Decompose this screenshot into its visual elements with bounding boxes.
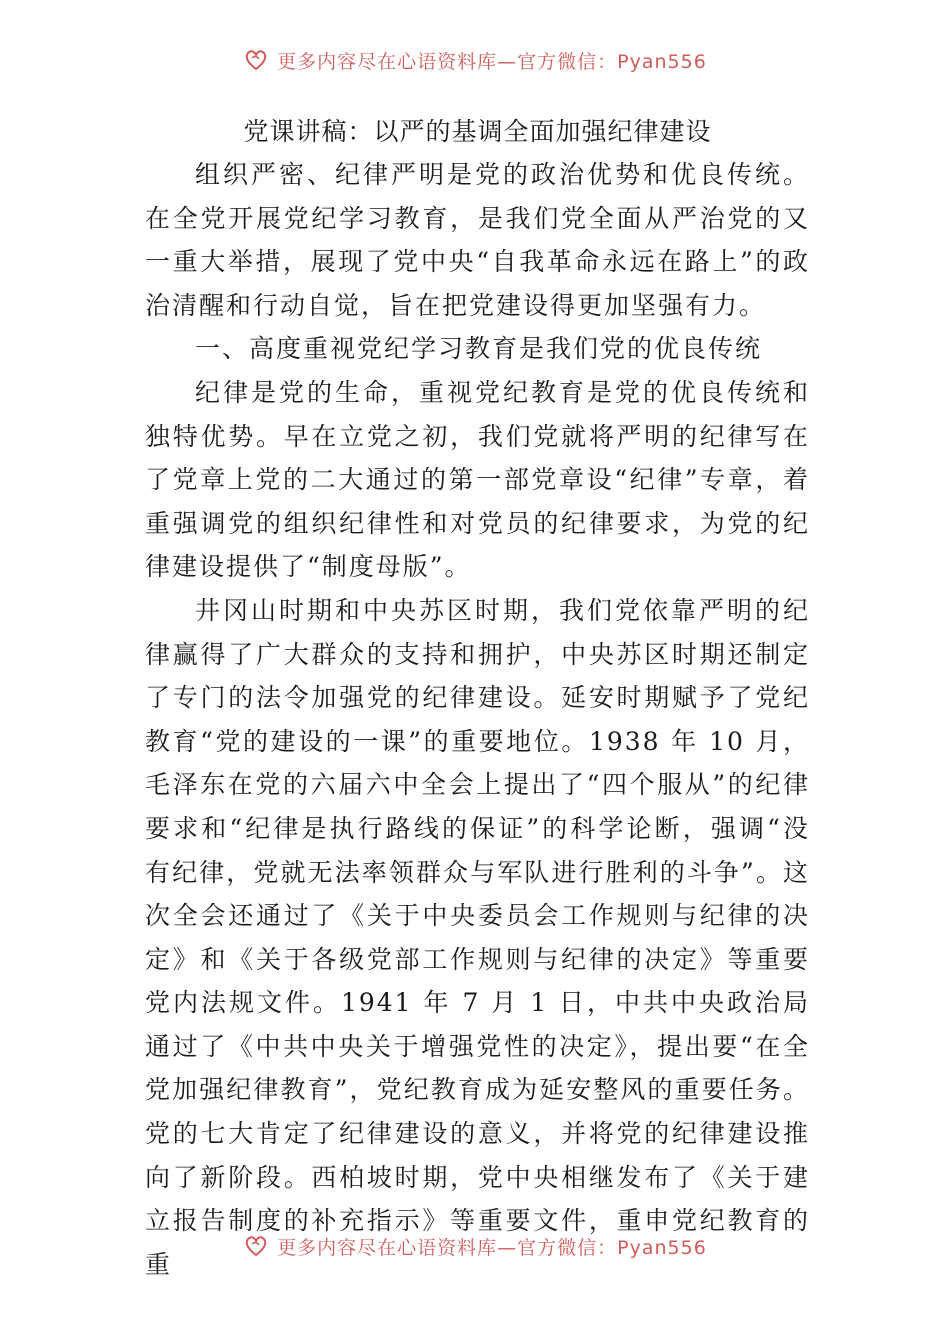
heart-leaf-logo-icon — [243, 1233, 269, 1259]
paragraph-intro: 组织严密、纪律严明是党的政治优势和优良传统。在全党开展党纪学习教育，是我们党全面从严治党的又一重大举措，展现了党中央“自我革命永远在路上”的政治清醒和行动自觉，旨在把党建设得更加坚强有力。 — [145, 160, 810, 320]
paragraph-history: 井冈山时期和中央苏区时期，我们党依靠严明的纪律赢得了广大群众的支持和拥护，中央苏区时期还制定了专门的法令加强党的纪律建设。延安时期赋予了党纪教育“党的建设的一课”的重要地位。1938 年 10 月，毛泽东在党的六届六中全会上提出了“四个服从”的纪律要求和“纪律是执行路线的保证”的科学论断，强调“没有纪律，党就无法率领群众与军队进行胜利的斗争”。这次全会还通过了《关于中央委员会工作规则与纪律的决定》和《关于各级党部工作规则与纪律的决定》等重要党内法规文件。1941 年 7 月 1 日，中共中央政治局通过了《中共中央关于增强党性的决定》，提出要“在全党加强纪律教育”，党纪教育成为延安整风的重要任务。党的七大肯定了纪律建设的意义，并将党的纪律建设推向了新阶段。西柏坡时期，党中央相继发布了《关于建立报告制度的补充指示》等重要文件，重申党纪教育的重 — [145, 595, 810, 1279]
document-body — [145, 110, 810, 1286]
section-heading-1: 一、高度重视党纪学习教育是我们党的优良传统 — [195, 334, 763, 364]
watermark-text: 更多内容尽在心语资料库—官方微信：Pyan556 — [277, 50, 707, 73]
paragraph-discipline-tradition: 纪律是党的生命，重视党纪教育是党的优良传统和独特优势。早在立党之初，我们党就将严明的纪律写在了党章上党的二大通过的第一部党章设“纪律”专章，着重强调党的组织纪律性和对党员的纪律要求，为党的纪律建设提供了“制度母版”。 — [145, 377, 810, 582]
heart-leaf-logo-icon — [243, 47, 269, 73]
document-title: 党课讲稿：以严的基调全面加强纪律建设 — [243, 117, 712, 146]
watermark-banner-bottom — [0, 1226, 950, 1266]
watermark-banner-top — [0, 40, 950, 80]
watermark-text: 更多内容尽在心语资料库—官方微信：Pyan556 — [277, 1236, 707, 1259]
